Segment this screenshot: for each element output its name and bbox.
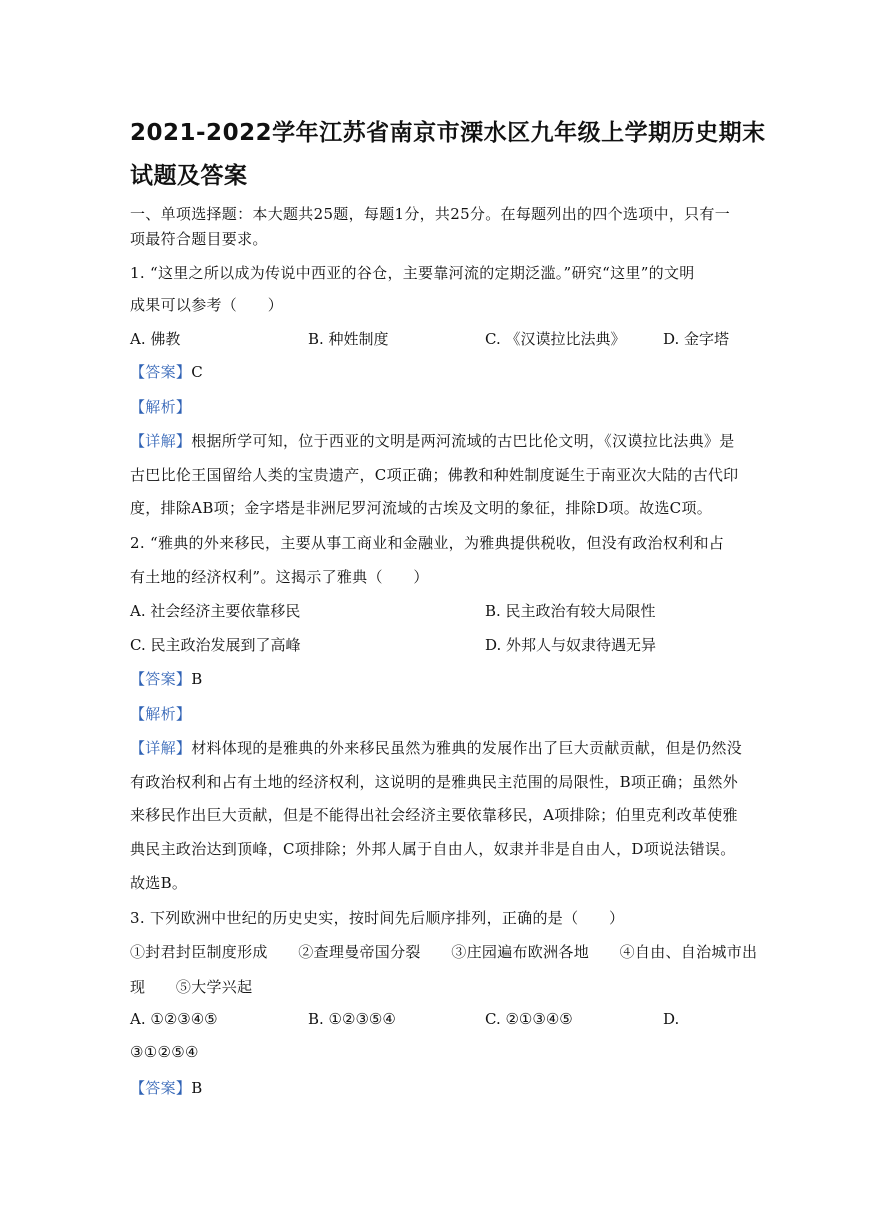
answer-value: C (191, 363, 203, 381)
question-2-option-d: D. 外邦人与奴隶待遇无异 (485, 636, 657, 654)
question-2-detail-line-4: 典民主政治达到顶峰，C项排除；外邦人属于自由人，奴隶并非是自由人，D项说法错误。 (130, 840, 736, 858)
detail-tag: 【详解】 (130, 739, 192, 757)
answer-tag: 【答案】 (130, 363, 192, 381)
detail-text: 根据所学可知，位于西亚的文明是两河流域的古巴比伦文明，《汉谟拉比法典》是 (191, 432, 735, 450)
question-2-stem-line-1: 2. “雅典的外来移民，主要从事工商业和金融业，为雅典提供税收，但没有政治权利和占 (130, 534, 725, 552)
question-2-detail-line-5: 故选B。 (130, 874, 188, 892)
question-2-option-c: C. 民主政治发展到了高峰 (130, 636, 301, 654)
question-2-answer (130, 668, 750, 689)
analysis-tag: 【解析】 (130, 398, 192, 416)
question-1-detail-line-3: 度，排除AB项；金字塔是非洲尼罗河流域的古埃及文明的象征，排除D项。故选C项。 (130, 499, 713, 517)
question-2-option-a: A. 社会经济主要依靠移民 (130, 602, 301, 620)
question-3-answer (130, 1077, 750, 1098)
question-3-option-c: C. ②①③④⑤ (485, 1010, 573, 1028)
question-1-analysis-tag (130, 396, 750, 417)
section-heading-line-1: 一、单项选择题：本大题共25题，每题1分，共25分。在每题列出的四个选项中，只有一 (130, 205, 731, 223)
question-1-option-d: D. 金字塔 (663, 330, 730, 348)
question-2-detail-line-1 (130, 737, 750, 758)
question-2-detail-line-3: 来移民作出巨大贡献，但是不能得出社会经济主要依靠移民，A项排除；伯里克利改革使雅 (130, 806, 738, 824)
question-3-items-line-1: ①封君封臣制度形成 ②查理曼帝国分裂 ③庄园遍布欧洲各地 ④自由、自治城市出 (130, 943, 758, 961)
question-1-stem-line-2: 成果可以参考（ ） (130, 296, 284, 314)
document-title-line-1: 2021-2022学年江苏省南京市溧水区九年级上学期历史期末 (130, 120, 766, 146)
document-title-line-2: 试题及答案 (130, 163, 248, 189)
question-3-option-d: D. (663, 1010, 680, 1028)
question-3-option-d-continued: ③①②⑤④ (130, 1043, 199, 1061)
question-1-option-b: B. 种姓制度 (308, 330, 389, 348)
detail-tag: 【详解】 (130, 432, 192, 450)
question-1-answer (130, 361, 750, 382)
question-3-option-a: A. ①②③④⑤ (130, 1010, 218, 1028)
question-2-analysis-tag (130, 703, 750, 724)
section-heading-line-2: 项最符合题目要求。 (130, 230, 268, 248)
answer-value: B (191, 1079, 203, 1097)
question-3-stem-line-1: 3. 下列欧洲中世纪的历史史实，按时间先后顺序排列，正确的是（ ） (130, 909, 625, 927)
question-2-stem-line-2: 有土地的经济权利”。这揭示了雅典（ ） (130, 568, 429, 586)
answer-tag: 【答案】 (130, 670, 192, 688)
question-3-option-b: B. ①②③⑤④ (308, 1010, 396, 1028)
question-3-items-line-2: 现 ⑤大学兴起 (130, 978, 253, 996)
question-1-option-c: C. 《汉谟拉比法典》 (485, 330, 626, 348)
question-1-detail-line-2: 古巴比伦王国留给人类的宝贵遗产，C项正确；佛教和种姓制度诞生于南亚次大陆的古代印 (130, 466, 739, 484)
detail-text: 材料体现的是雅典的外来移民虽然为雅典的发展作出了巨大贡献贡献，但是仍然没 (191, 739, 743, 757)
analysis-tag: 【解析】 (130, 705, 192, 723)
question-2-option-b: B. 民主政治有较大局限性 (485, 602, 656, 620)
answer-tag: 【答案】 (130, 1079, 192, 1097)
question-1-detail-line-1 (130, 430, 750, 451)
question-1-stem-line-1: 1. “这里之所以成为传说中西亚的谷仓，主要靠河流的定期泛滥。”研究“这里”的文明 (130, 264, 695, 282)
answer-value: B (191, 670, 203, 688)
question-1-option-a: A. 佛教 (130, 330, 181, 348)
question-2-detail-line-2: 有政治权利和占有土地的经济权利，这说明的是雅典民主范围的局限性，B项正确；虽然外 (130, 773, 739, 791)
